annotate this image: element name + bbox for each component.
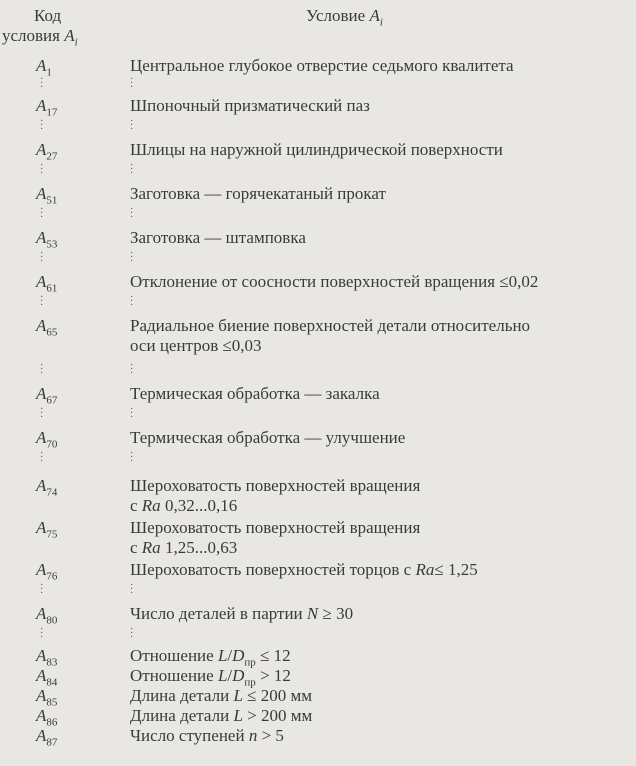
ellipsis-mark: · · · [130,204,134,223]
row-text: Длина детали L ≤ 200 мм [130,686,313,705]
row-code: $A_{83}$ [36,646,58,669]
ellipsis-mark: · · · [130,74,134,93]
ellipsis-mark: · · · [130,116,134,135]
ellipsis-mark: · · · [40,624,44,643]
row-text: Шпоночный призматический паз [130,96,370,115]
row-code: $A_{76}$ [36,560,58,583]
row-text: Радиальное биение поверхностей детали относительно оси центров ≤0,03 [130,316,531,355]
ellipsis-mark: · · · [130,360,134,379]
row-text: Шлицы на наружной цилиндрической поверхности [130,140,503,159]
row-code: $A_1$ [36,56,52,79]
ellipsis-mark: · · · [130,624,134,643]
ellipsis-mark: · · · [40,580,44,599]
ellipsis-mark: · · · [40,116,44,135]
row-code: $A_{87}$ [36,726,58,749]
ellipsis-mark: · · · [40,160,44,179]
row-code: $A_{86}$ [36,706,58,729]
ellipsis-mark: · · · [130,580,134,599]
row-code: $A_{65}$ [36,316,58,339]
ellipsis-mark: · · · [130,248,134,267]
row-text: Число деталей в партии N ≥ 30 [130,604,354,623]
header-code-label-2: условия $A_i$ [2,26,78,49]
row-text: Заготовка — горячекатаный прокат [130,184,386,203]
header-condition-label: Условие $A_i$ [306,6,383,29]
ellipsis-mark: · · · [40,204,44,223]
row-code: $A_{51}$ [36,184,58,207]
ellipsis-mark: · · · [40,248,44,267]
row-code: $A_{70}$ [36,428,58,451]
row-text: Отклонение от соосности поверхностей вращения ≤0,02 [130,272,539,291]
row-text: Шероховатость поверхностей торцов с Ra≤ 1,25 [130,560,478,579]
ellipsis-mark: · · · [130,292,134,311]
ellipsis-mark: · · · [40,292,44,311]
ellipsis-mark: · · · [130,448,134,467]
row-text: Длина детали L > 200 мм [130,706,313,725]
row-code: $A_{67}$ [36,384,58,407]
ellipsis-mark: · · · [130,404,134,423]
row-text: Центральное глубокое отверстие седьмого квалитета [130,56,514,75]
row-text: Термическая обработка — улучшение [130,428,406,447]
row-code: $A_{74}$ [36,476,58,499]
row-code: $A_{75}$ [36,518,58,541]
ellipsis-mark: · · · [130,160,134,179]
row-code: $A_{85}$ [36,686,58,709]
ellipsis-mark: · · · [40,448,44,467]
ellipsis-mark: · · · [40,404,44,423]
row-code: $A_{84}$ [36,666,58,689]
row-text: Отношение $L/D_{пр} \le 12$ [130,646,291,669]
row-text: Заготовка — штамповка [130,228,306,247]
row-text: Термическая обработка — закалка [130,384,380,403]
row-code: $A_{53}$ [36,228,58,251]
row-code: $A_{17}$ [36,96,58,119]
row-text: Отношение $L/D_{пр} > 12$ [130,666,291,689]
header-code-label: Код [34,6,62,25]
row-text: Шероховатость поверхностей вращения с Ra 1,25...0,63 [130,518,421,557]
row-code: $A_{27}$ [36,140,58,163]
ellipsis-mark: · · · [40,74,44,93]
row-code: $A_{61}$ [36,272,58,295]
row-text: Число ступеней n > 5 [130,726,284,745]
row-code: $A_{80}$ [36,604,58,627]
ellipsis-mark: · · · [40,360,44,379]
row-text: Шероховатость поверхностей вращения с Ra 0,32...0,16 [130,476,421,515]
